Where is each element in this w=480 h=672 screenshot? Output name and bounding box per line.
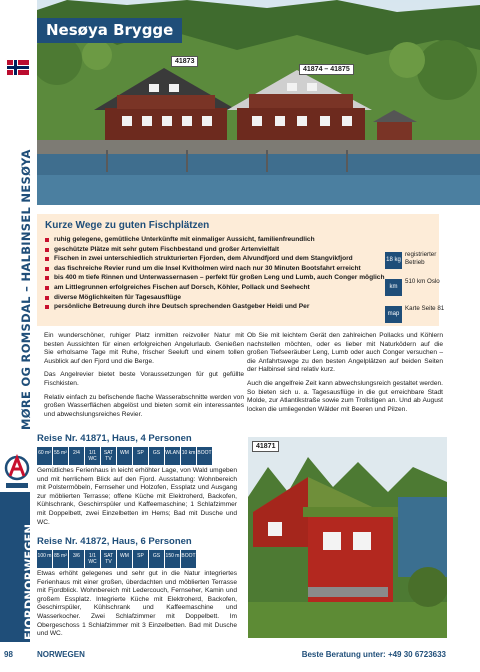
- info-text: registrierter Betrieb: [405, 251, 437, 266]
- info-text: 510 km Oslo: [405, 278, 440, 285]
- side-section-title: FJORDNORWEGEN: [22, 523, 36, 640]
- info-item-distance: [385, 277, 445, 301]
- footer-country: NORWEGEN: [37, 650, 85, 659]
- footer-contact: Beste Beratung unter: +49 30 6723633: [301, 650, 446, 659]
- dishwasher-icon: SP: [133, 447, 148, 465]
- feature-item: persönliche Betreuung durch ihre Deutsch sprechenden Gastgeber Heidi und Per: [45, 302, 395, 312]
- listing-text: Gemütliches Ferienhaus in leicht erhöhter Lage, von Wald umgeben und mit herrlichem Blick auf den Fjord. Ausstattung: Wohnbereich mit Polstermöbeln, Fernseher und Holzofen, Essplatz und Ausgang zur möblierten Terrasse; offene Küche mit Elektroherd, Backofen, Kühlschrank, Geschirrspüler und Kaffeemaschine; 1 Schlafzimmer mit Doppelbett, zwei Einzelbetten im Hems; Bad mit Dusche und WC.: [37, 467, 237, 526]
- tv-icon: SAT TV: [101, 447, 116, 465]
- feature-item: diverse Möglichkeiten für Tagesausflüge: [45, 293, 395, 303]
- size-icon: 55 m²: [53, 447, 68, 465]
- map-icon: map: [385, 306, 402, 323]
- side-region-block: [4, 60, 33, 460]
- photo-tag: 41871: [252, 441, 279, 452]
- description-right: [247, 332, 443, 419]
- kitchen-icon: GS: [149, 447, 164, 465]
- description-paragraph: Das Angelrevier bietet beste Voraussetzungen für gut gefüllte Fischkisten.: [44, 371, 244, 387]
- feature-item: das fischreiche Revier rund um die Insel Kvitholmen wird nach nur 30 Minuten Bootsfahrt erreicht: [45, 264, 395, 274]
- registered-icon: 18 kg: [385, 252, 402, 269]
- listing-title: Reise Nr. 41871, Haus, 4 Personen: [37, 433, 192, 444]
- area-icon: 100 m: [37, 550, 52, 568]
- bath-icon: 1/1 WC: [85, 447, 100, 465]
- page-number: 98: [4, 650, 13, 659]
- feature-item: geschützte Plätze mit sehr gutem Fischbestand und großer Artenvielfalt: [45, 245, 395, 255]
- feature-item: bis 400 m tiefe Rinnen und Unterwassernasen – perfekt für großen Leng und Lumb, auch Conger möglich: [45, 273, 395, 283]
- feature-item: am Littlegrunnen erfolgreiches Fischen auf Dorsch, Köhler, Pollack und Seehecht: [45, 283, 395, 293]
- distance-icon: km: [385, 279, 402, 296]
- feature-item: ruhig gelegene, gemütliche Unterkünfte mit einmaliger Aussicht, familienfreundlich: [45, 235, 395, 245]
- feature-item: Fischen in zwei unterschiedlich strukturierten Fjorden, dem Alvundfjord und dem Stangvikfjord: [45, 254, 395, 264]
- info-column: [385, 250, 445, 331]
- beds-icon: 3/6: [69, 550, 84, 568]
- listing-title: Reise Nr. 41872, Haus, 6 Personen: [37, 536, 192, 547]
- wifi-icon: WLAN: [165, 447, 180, 465]
- bath-icon: 1/1 WC: [85, 550, 100, 568]
- size-icon: 85 m²: [53, 550, 68, 568]
- description-paragraph: Auch die angelfreie Zeit kann abwechslungsreich gestaltet werden. So bieten sich u. a. Tagesausflüge in die gut erreichbare Stadt Molde, zur Atlantikstraße sowie zum Trollstigen an. Und ab August locken die umliegenden Wälder mit Beeren und Pilzen.: [247, 379, 443, 413]
- amenity-icons: [37, 447, 212, 465]
- washer-icon: WM: [117, 550, 132, 568]
- distance-icon: 10 km: [181, 447, 196, 465]
- brand-logo-icon: [4, 452, 30, 490]
- photo-tag: 41874 – 41875: [299, 64, 354, 75]
- side-section-block: [0, 492, 36, 642]
- info-item-map: [385, 304, 445, 328]
- area-icon: 60 m²: [37, 447, 52, 465]
- description-left: [44, 332, 244, 424]
- info-text: Karte Seite 81: [405, 305, 445, 312]
- info-item-registered: [385, 250, 445, 274]
- tv-icon: SAT TV: [101, 550, 116, 568]
- feature-list: [45, 235, 395, 312]
- boat-icon: BOOT: [197, 447, 212, 465]
- beds-icon: 2/4: [69, 447, 84, 465]
- feature-title: Kurze Wege zu guten Fischplätzen: [45, 220, 210, 231]
- description-paragraph: Ein wunderschöner, ruhiger Platz inmitten reizvoller Natur mit besten Aussichten für einen erfolgreichen Angelurlaub. Genießen Sie erholsame Tage mit Ruhe, frischer Seeluft und einem tollen Ausblick auf den Fjord und die Berge.: [44, 332, 244, 365]
- kitchen-icon: GS: [149, 550, 164, 568]
- listing-text: Etwas erhöht gelegenes und sehr gut in die Natur integriertes Ferienhaus mit einer großen, überdachten und möblierten Terrasse mit Fjordblick. Wohnbereich mit Ledercouch, Fernseher, Kamin und großem Essplatz. Integrierte Küche mit Elektroherd, Backofen, Geschirrspüler, Kühlschrank und Kaffeemaschine und Wasserkocher. Zwei Schlafzimmer mit Doppelbett. Im Obergeschoss 1 Schlafzimmer mit 3 Einzelbetten. Bad mit Dusche und WC.: [37, 570, 237, 638]
- side-bar: [0, 0, 36, 672]
- description-paragraph: Relativ einfach zu befischende flache Wasserabschnitte werden von großen Wasserflächen abgelöst und bieten somit ein interessantes und abwechslungsreiches Revier.: [44, 393, 244, 418]
- amenity-icons: [37, 550, 196, 568]
- distance-icon: 150 m: [165, 550, 180, 568]
- page-title: Nesøya Brygge: [37, 18, 182, 43]
- description-paragraph: Ob Sie mit leichtem Gerät den zahlreichen Pollacks und Köhlern nachstellen möchten, oder es lieber mit Naturködern auf die großen Tiefseeräuber Leng, Lumb oder auch Conger versuchen – die Anfahrtswege zu den besten Angelplätzen auf beiden Seiten der Halbinsel sind relativ kurz.: [247, 332, 443, 374]
- norway-flag-icon: [7, 60, 29, 75]
- cabin-photo: [248, 437, 447, 638]
- side-region-title: MØRE OG ROMSDAL – HALBINSEL NESØYA: [19, 149, 33, 430]
- dishwasher-icon: SP: [133, 550, 148, 568]
- washer-icon: WM: [117, 447, 132, 465]
- photo-tag: 41873: [171, 56, 198, 67]
- boat-icon: BOOT: [181, 550, 196, 568]
